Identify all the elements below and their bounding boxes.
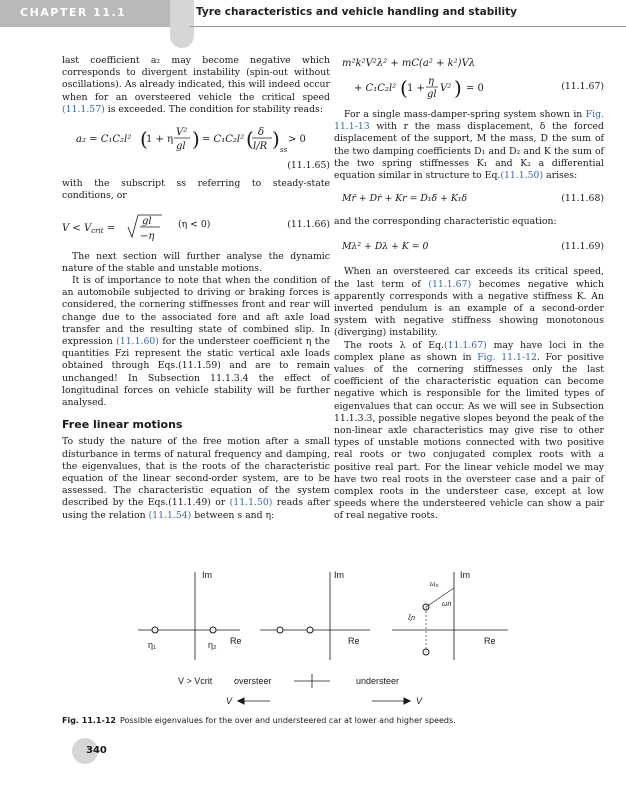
eq-ref-link[interactable]: (11.1.57) [62, 103, 105, 115]
v-label: V [226, 696, 233, 706]
re-label: Re [484, 636, 496, 646]
v-label: V [416, 696, 423, 706]
svg-text:V²: V² [176, 127, 188, 139]
eq-ref-link[interactable]: (11.1.50) [229, 497, 273, 509]
caption-text: Possible eigenvalues for the over and understeered car at lower and higher speeds. [119, 716, 456, 725]
equation-11-1-65 [62, 122, 330, 158]
eq-ref-link[interactable]: (11.1.54) [148, 509, 192, 521]
equation-11-1-67 [334, 55, 604, 99]
equation-11-1-69 [334, 238, 604, 256]
svg-text:> 0: > 0 [288, 134, 306, 146]
paragraph: and the corresponding characteristic equation: [334, 216, 557, 228]
im-label: Im [460, 570, 470, 580]
svg-text:gl: gl [176, 141, 186, 153]
svg-text:V²: V² [440, 83, 452, 94]
svg-text:l/R: l/R [253, 141, 268, 153]
root-marker [152, 627, 158, 633]
svg-text:gl: gl [142, 215, 152, 227]
svg-text:): ) [192, 127, 200, 152]
paragraph: When an oversteered car exceeds its critical speed, the last term of (11.1.67) becomes negative which apparently corresponds with a negative stiffness K. An inverted pendulum is an example of a second-order system with negative stiffness showing monotonous (diverging) instability. [334, 266, 604, 339]
paragraph: To study the nature of the free motion after a small disturbance in terms of natural frequency and damping, the eigenvalues, that is the roots of the characteristic equation of the linear second-order system, are to be assessed. The characteristic equation of the system described by the Eqs.(11.1.49) or (11.1.50) reads after using the relation (11.1.54) between s and η: [62, 436, 330, 521]
eta2-label: η₂ [208, 640, 217, 650]
left-column [62, 55, 330, 522]
svg-text:+ C₁C₂l²: + C₁C₂l² [354, 83, 397, 94]
paragraph: The next section will further analyse the dynamic nature of the stable and unstable motions. [62, 250, 330, 274]
svg-text:(: ( [140, 127, 148, 152]
svg-text:ss: ss [280, 146, 288, 155]
svg-text:δ: δ [258, 127, 265, 139]
oversteer-label: oversteer [234, 676, 272, 686]
mass-spring-formula: Mr̈ + Dṙ + Kr = D₁δ̇ + K₁δ [342, 193, 468, 205]
svg-text:(: ( [400, 76, 408, 99]
svg-text:1 + η: 1 + η [146, 134, 174, 146]
equation-number: (11.1.68) [561, 193, 604, 205]
re-label: Re [230, 636, 242, 646]
svg-text:(: ( [246, 127, 254, 152]
omegan-label: ωn [442, 601, 452, 608]
eq-ref-link[interactable]: (11.1.67) [428, 278, 472, 290]
page-number: 340 [86, 745, 107, 756]
eigenvalue-figure [130, 560, 510, 710]
paragraph: last coefficient a₂ may become negative which corresponds to divergent instability (spin-out without oscillations). As already indicated, this will indeed occur when for an oversteered vehicle the critical speed (11.1.57) is exceeded. The condition for stability reads: [62, 55, 330, 115]
page-header [0, 0, 626, 50]
re-label: Re [348, 636, 360, 646]
im-label: Im [334, 570, 344, 580]
caption-label: Fig. 11.1-12 [62, 716, 116, 725]
fig-ref-link[interactable]: Fig. 11.1-13 [334, 109, 604, 133]
eq-ref-link[interactable]: (11.1.60) [116, 336, 159, 348]
svg-text:gl: gl [427, 89, 437, 99]
equation-number: (11.1.67) [561, 81, 604, 92]
paragraph: For a single mass-damper-spring system shown in Fig. 11.1-13 with r the mass displacement, δ the forced displacement of the support, M the mass, D the sum of the two damping coefficients D₁ and D₂ and K the sum of the two spring stiffnesses K₁ and K₂ a differential equation similar in structure to Eq.(11.1.50) arises: [334, 109, 604, 182]
right-column [334, 55, 604, 523]
running-title: Tyre characteristics and vehicle handling and stability [196, 6, 517, 18]
paragraph: It is of importance to note that when the condition of an automobile subjected to driving or braking forces is considered, the cornering stiffnesses front and rear will change due to the associated fore and aft axle load transfer and the resulting state of combined slip. In expression (11.1.60) for the understeer coefficient η the quantities Fzi represent the static vertical axle loads obtained through Eqs.(11.1.59) and are to remain unchanged! In Subsection 11.1.3.4 the effect of longitudinal forces on vehicle stability will be further analysed. [62, 275, 330, 409]
svg-text:= C₁C₂l²: = C₁C₂l² [202, 134, 245, 146]
fig-ref-link[interactable]: Fig. 11.1-12 [477, 351, 537, 363]
chapter-label: CHAPTER 11.1 [20, 6, 127, 19]
header-rule [190, 26, 626, 27]
critical-speed-formula [62, 209, 242, 245]
eta1-label: η₁ [148, 640, 157, 650]
svg-text:1 +: 1 + [407, 83, 425, 94]
eq-ref-link[interactable]: (11.1.67) [444, 339, 487, 351]
svg-text:= 0: = 0 [466, 83, 484, 94]
svg-text:V < Vcrit =: $V < V_{crit}$ = [62, 222, 116, 235]
understeer-label: understeer [356, 676, 400, 686]
paragraph: The roots λ of Eq.(11.1.67) may have loci in the complex plane as shown in Fig. 11.1-12. For positive values of the cornering stiffnesses only the last coefficient of the characteristic equation can become negative which is responsible for the limited types of eigenvalues that can occur. As we will see in Subsection 11.1.3.3, possible negative slopes beyond the peak of the non-linear axle characteristics may give rise to other types of unstable motions connected with two positive real roots or two conjugated complex roots with a positive real part. For the linear vehicle model we may have two real roots in the oversteer case and a pair of complex roots in the understeer case, except at low speeds where the understeered vehicle can show a pair of real negative roots. [334, 339, 605, 522]
svg-text:m²k²V²λ² + mC(a² + k²)Vλ: m²k²V²λ² + mC(a² + k²)Vλ [342, 58, 476, 69]
root-marker [307, 627, 313, 633]
equation-11-1-66 [62, 209, 330, 245]
chapter-tab [170, 0, 194, 48]
eq-ref-link[interactable]: (11.1.50) [500, 170, 544, 182]
root-marker [210, 627, 216, 633]
xi-label: ξn [408, 615, 416, 622]
vcrit-condition: V > Vcrit [178, 676, 213, 686]
equation-condition: (η < 0) [178, 218, 211, 230]
char-eq-formula: Mλ² + Dλ + K = 0 [342, 241, 429, 253]
paragraph: with the subscript ss referring to steady-state conditions, or [62, 178, 330, 202]
svg-text:): ) [454, 76, 462, 99]
figure-caption [62, 716, 602, 725]
stability-condition-formula [62, 122, 330, 158]
svg-text:−η: −η [140, 230, 155, 242]
arrowhead [404, 698, 410, 704]
chapter-band [0, 0, 190, 27]
arrowhead [238, 698, 244, 704]
characteristic-equation-formula [334, 55, 534, 99]
svg-text:a₂ = C₁C₂l²: a₂ = C₁C₂l² [76, 134, 132, 146]
equation-number: (11.1.65) [287, 160, 330, 172]
omega0-label: ω₀ [430, 581, 439, 588]
equation-11-1-68 [334, 190, 604, 208]
svg-text:): ) [272, 127, 280, 152]
section-heading: Free linear motions [62, 418, 183, 432]
equation-number: (11.1.69) [561, 241, 604, 253]
root-marker [277, 627, 283, 633]
svg-text:η: η [428, 76, 434, 87]
equation-number: (11.1.66) [287, 218, 330, 230]
im-label: Im [202, 570, 212, 580]
